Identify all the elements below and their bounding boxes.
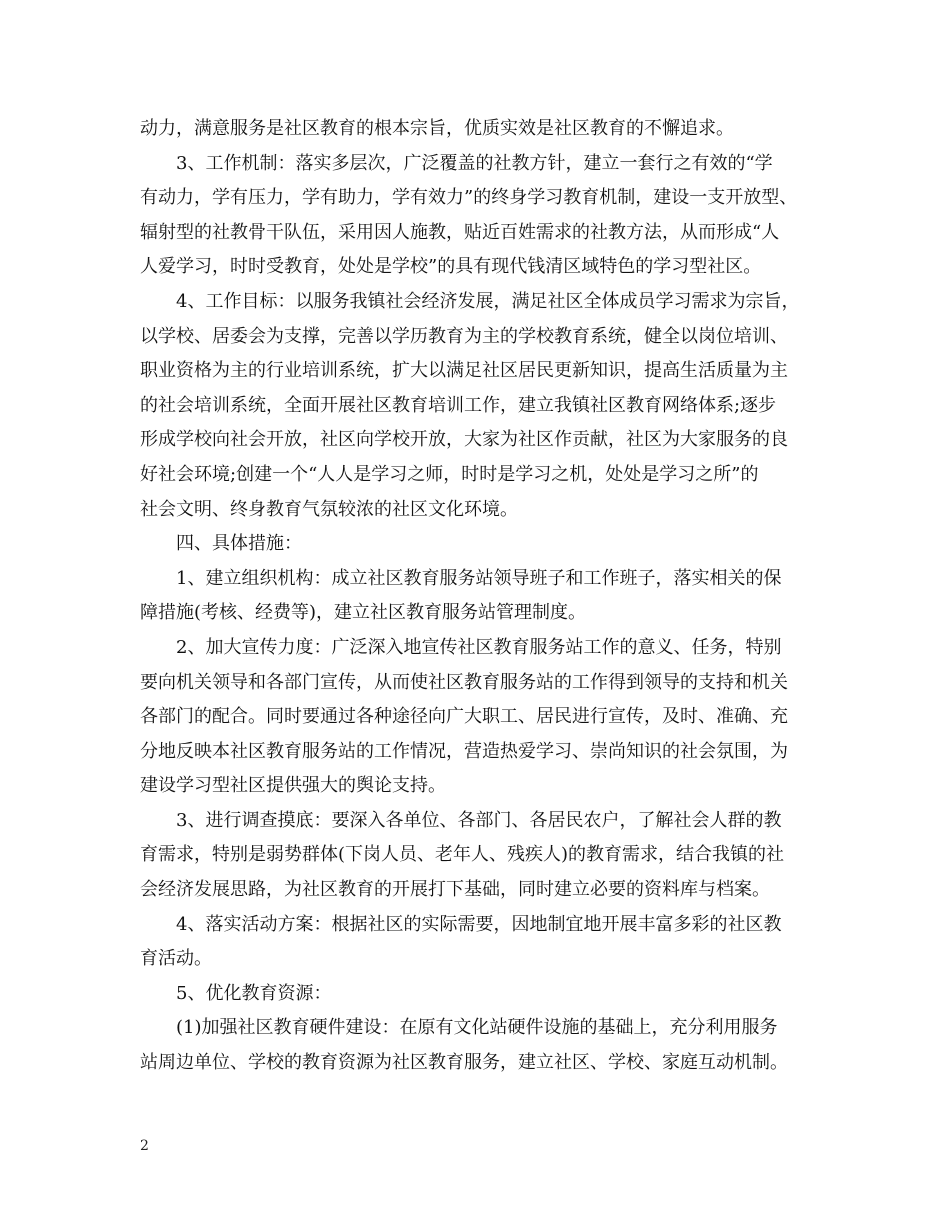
text-line: 要向机关领导和各部门宣传，从而使社区教育服务站的工作得到领导的支持和机关 (140, 671, 788, 693)
text-line: 5、优化教育资源： (176, 982, 332, 1004)
text-line: 建设学习型社区提供强大的舆论支持。 (140, 775, 446, 797)
text-line: 各部门的配合。同时要通过各种途径向广大职工、居民进行宣传，及时、准确、充 (140, 706, 788, 728)
text-line: 2、加大宣传力度：广泛深入地宣传社区教育服务站工作的意义、任务，特别 (176, 636, 782, 658)
text-line: 3、工作机制：落实多层次，广泛覆盖的社教方针，建立一套行之有效的“学 (176, 152, 773, 174)
text-line: 分地反映本社区教育服务站的工作情况，营造热爱学习、崇尚知识的社会氛围，为 (140, 740, 788, 762)
text-line: 动力，满意服务是社区教育的根本宗旨，优质实效是社区教育的不懈追求。 (140, 118, 734, 139)
text-line: 好社会环境;创建一个“人人是学习之师，时时是学习之机，处处是学习之所”的 (140, 463, 759, 485)
text-line: 社会文明、终身教育气氛较浓的社区文化环境。 (140, 498, 518, 520)
document-body (140, 112, 800, 1081)
text-line: 形成学校向社会开放，社区向学校开放，大家为社区作贡献，社区为大家服务的良 (140, 429, 788, 451)
text-line: 辐射型的社教骨干队伍，采用因人施教，贴近百姓需求的社教方法，从而形成“人 (140, 221, 780, 243)
text-line: 1、建立组织机构：成立社区教育服务站领导班子和工作班子，落实相关的保 (176, 567, 782, 589)
text-line: 会经济发展思路，为社区教育的开展打下基础，同时建立必要的资料库与档案。 (140, 879, 770, 901)
text-line: 育活动。 (140, 948, 212, 970)
text-line: 的社会培训系统，全面开展社区教育培训工作，建立我镇社区教育网络体系;逐步 (140, 394, 777, 416)
text-line: 4、工作目标：以服务我镇社会经济发展，满足社区全体成员学习需求为宗旨， (176, 290, 800, 312)
text-line: 站周边单位、学校的教育资源为社区教育服务，建立社区、学校、家庭互动机制。 (140, 1052, 788, 1074)
text-line: 四、具体措施： (176, 533, 302, 555)
text-line: 3、进行调查摸底：要深入各单位、各部门、各居民农户，了解社会人群的教 (176, 809, 782, 831)
text-line: 以学校、居委会为支撑，完善以学历教育为主的学校教育系统，健全以岗位培训、 (140, 325, 788, 347)
text-line: 人爱学习，时时受教育，处处是学校”的具有现代钱清区域特色的学习型社区。 (140, 256, 762, 278)
text-line: 有动力，学有压力，学有助力，学有效力”的终身学习教育机制，建设一支开放型、 (140, 187, 798, 209)
text-line: 育需求，特别是弱势群体(下岗人员、老年人、残疾人)的教育需求，结合我镇的社 (140, 844, 785, 866)
text-line: 职业资格为主的行业培训系统，扩大以满足社区居民更新知识，提高生活质量为主 (140, 360, 788, 382)
text-line: (1)加强社区教育硬件建设：在原有文化站硬件设施的基础上，充分利用服务 (176, 1017, 778, 1039)
page-number: 2 (140, 1138, 149, 1154)
text-line: 障措施(考核、经费等)，建立社区教育服务站管理制度。 (140, 602, 587, 624)
text-line: 4、落实活动方案：根据社区的实际需要，因地制宜地开展丰富多彩的社区教 (176, 913, 782, 935)
